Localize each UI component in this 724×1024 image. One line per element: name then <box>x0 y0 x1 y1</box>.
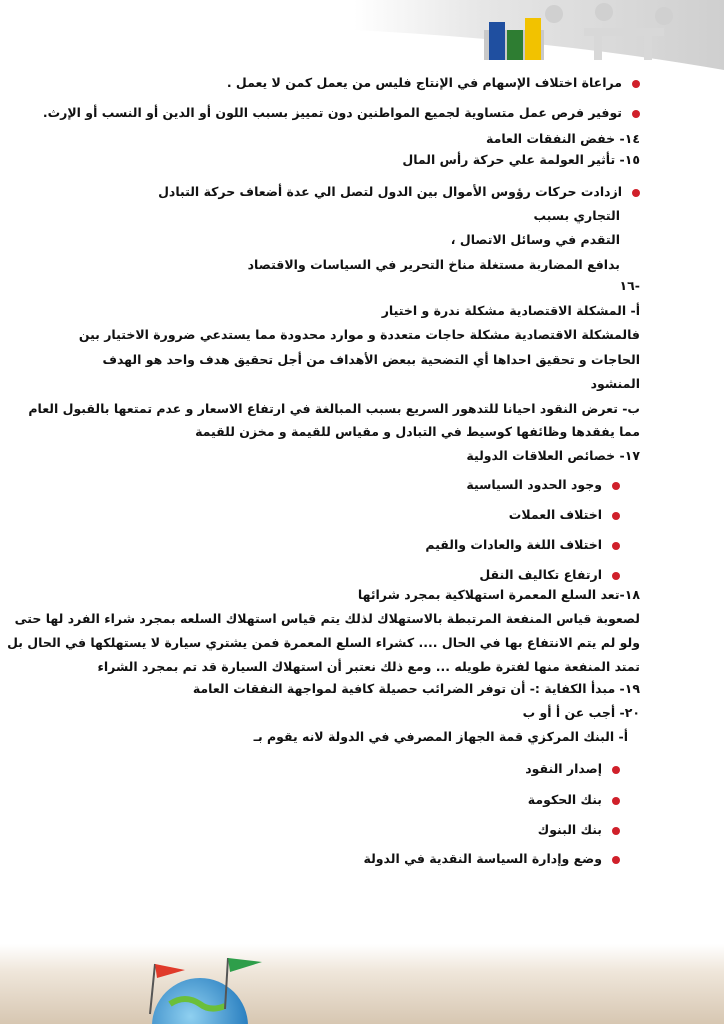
header-illustration <box>354 0 724 70</box>
list-item: وجود الحدود السياسية <box>466 476 620 495</box>
list-item: بنك الحكومة <box>528 791 620 810</box>
bullet-icon <box>612 856 620 864</box>
footer-illustration <box>0 944 724 1024</box>
section-heading: ١٥- تأثير العولمة علي حركة رأس المال <box>402 152 640 167</box>
bullet-icon <box>612 512 620 520</box>
section-heading: -١٦ <box>619 278 640 293</box>
bullet-icon <box>632 80 640 88</box>
subsection-heading: أ- البنك المركزي قمة الجهاز المصرفي في الدولة لانه يقوم بـ <box>253 729 628 744</box>
bullet-icon <box>612 542 620 550</box>
text-line: تمتد المنفعة منها لفترة طويله ... ومع ذلك نعتبر أن استهلاك السيارة قد تم بمجرد الشراء <box>97 659 640 674</box>
section-heading: ١٧- خصائص العلاقات الدولية <box>466 448 640 463</box>
text-line: لصعوبة قياس المنفعة المرتبطة بالاستهلاك لذلك يتم قياس استهلاك السلعه بمجرد شراء الفرد لها حتى <box>14 611 640 626</box>
bullet-icon <box>632 110 640 118</box>
bullet-icon <box>632 189 640 197</box>
list-item: اختلاف العملات <box>509 506 620 525</box>
section-heading: ١٨-تعد السلع المعمرة استهلاكية بمجرد شرائها <box>357 587 640 602</box>
text-line: بدافع المضاربة مستغلة مناخ التحرير في السياسات والاقتصاد <box>247 257 620 272</box>
text-line: ب- تعرض النقود احيانا للتدهور السريع بسبب المبالغة في ارتفاع الاسعار و عدم تمتعها بالقبول العام <box>28 401 640 416</box>
text-line: التقدم في وسائل الاتصال ، <box>450 232 620 247</box>
section-heading: ١٤- خفض النفقات العامة <box>486 131 640 146</box>
section-heading: ١٩- مبدأ الكفاية :- أن توفر الضرائب حصيلة كافية لمواجهة النفقات العامة <box>192 681 640 696</box>
list-item: وضع وإدارة السياسة النقدية في الدولة <box>364 850 621 869</box>
subsection-heading: أ- المشكلة الاقتصادية مشكلة ندرة و اختيار <box>381 303 640 318</box>
list-item: ازدادت حركات رؤوس الأموال بين الدول لتصل الي عدة أضعاف حركة التبادل <box>158 183 640 202</box>
list-item: اختلاف اللغة والعادات والقيم <box>425 536 620 555</box>
list-item: بنك البنوك <box>538 821 620 840</box>
section-heading: ٢٠- أجب عن أ أو ب <box>522 705 640 720</box>
text-line: التجاري بسبب <box>533 208 620 223</box>
list-item: مراعاة اختلاف الإسهام في الإنتاج فليس من يعمل كمن لا يعمل . <box>227 74 640 93</box>
list-item: إصدار النقود <box>525 760 620 779</box>
bullet-icon <box>612 797 620 805</box>
list-item: ارتفاع تكاليف النقل <box>479 566 620 585</box>
text-line: المنشود <box>590 376 640 391</box>
bullet-icon <box>612 482 620 490</box>
text-line: ولو لم يتم الانتفاع بها في الحال .... كشراء السلع المعمرة فمن يشتري سيارة لا يستهلكها في الحال بل <box>7 635 640 650</box>
bullet-icon <box>612 766 620 774</box>
text-line: فالمشكلة الاقتصادية مشكلة حاجات متعددة و موارد محدودة مما يستدعي ضرورة الاختيار بين <box>78 327 640 342</box>
list-item: توفير فرص عمل متساوية لجميع المواطنين دون تمييز بسبب اللون أو الدين أو النسب أو الإرث. <box>43 104 640 123</box>
bullet-icon <box>612 572 620 580</box>
text-line: مما يفقدها وظائفها كوسيط في التبادل و مقياس للقيمة و مخزن للقيمة <box>195 424 640 439</box>
bullet-icon <box>612 827 620 835</box>
text-line: الحاجات و تحقيق احداها أي التضحية ببعض الأهداف من أجل تحقيق هدف واحد هو الهدف <box>102 352 640 367</box>
